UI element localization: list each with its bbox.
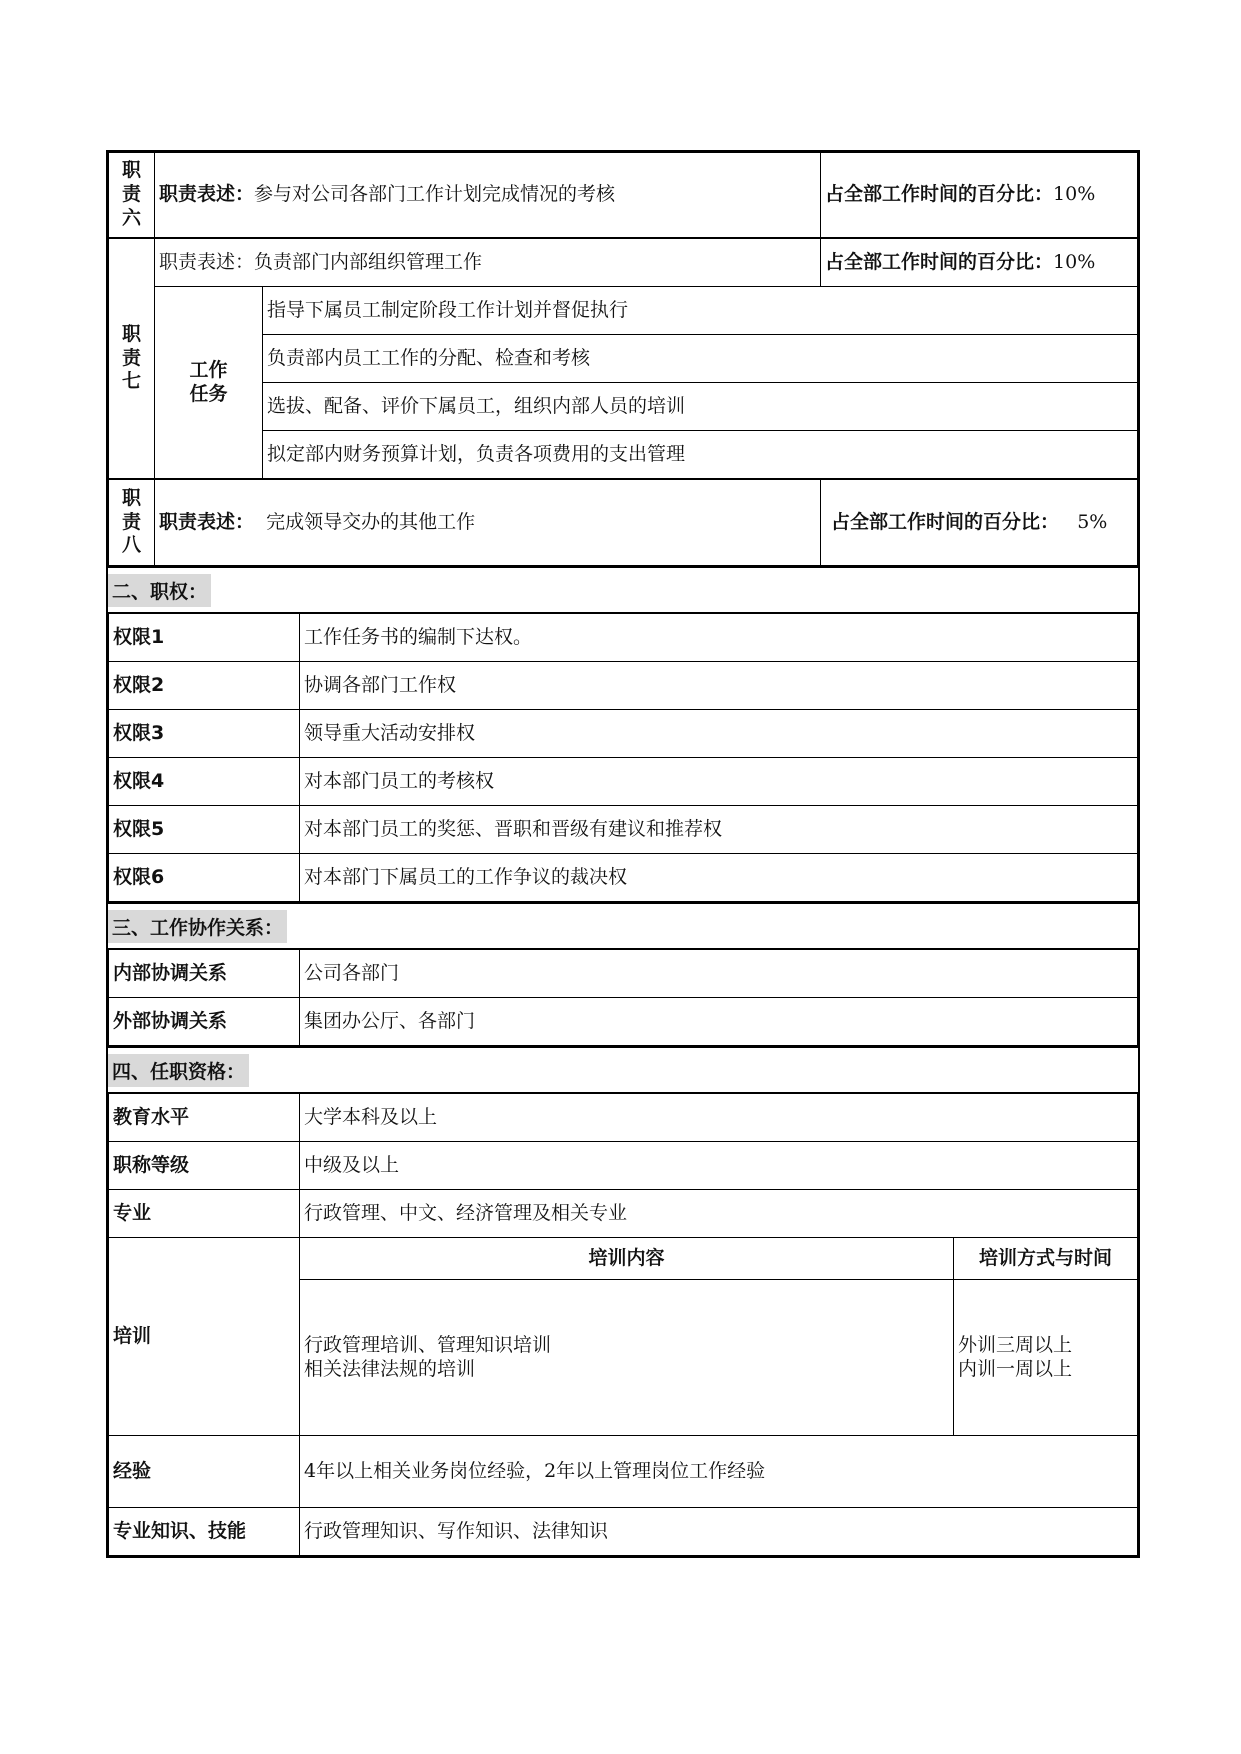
title-level-value: 中级及以上 [300, 1142, 1138, 1190]
education-value: 大学本科及以上 [300, 1094, 1138, 1142]
relation-row [109, 998, 1138, 1046]
section-qualifications-header [106, 1046, 1140, 1093]
duty-7-task: 指导下属员工制定阶段工作计划并督促执行 [263, 287, 1138, 335]
duty-7-task: 拟定部内财务预算计划，负责各项费用的支出管理 [263, 431, 1138, 479]
duty-6-block [106, 150, 1140, 238]
authority-label: 权限2 [109, 662, 300, 710]
section-qualifications-title: 四、任职资格： [108, 1054, 249, 1087]
relation-value: 集团办公厅、各部门 [300, 998, 1138, 1046]
authority-value: 对本部门员工的奖惩、晋职和晋级有建议和推荐权 [300, 806, 1138, 854]
authority-row [109, 710, 1138, 758]
skills-row [109, 1508, 1138, 1556]
authority-row [109, 758, 1138, 806]
education-label: 教育水平 [109, 1094, 300, 1142]
training-method: 外训三周以上 内训一周以上 [954, 1280, 1138, 1436]
duty-8-label: 职 责 八 [109, 480, 155, 566]
title-level-row [109, 1142, 1138, 1190]
major-value: 行政管理、中文、经济管理及相关专业 [300, 1190, 1138, 1238]
training-header-row [109, 1238, 1138, 1280]
training-method-header: 培训方式与时间 [954, 1238, 1138, 1280]
qualifications-table [106, 1093, 1140, 1558]
authority-row [109, 854, 1138, 902]
authority-table [106, 613, 1140, 902]
relation-label: 内部协调关系 [109, 950, 300, 998]
training-content: 行政管理培训、管理知识培训 相关法律法规的培训 [300, 1280, 954, 1436]
duty-7-label: 职 责 七 [109, 239, 155, 479]
skills-value: 行政管理知识、写作知识、法律知识 [300, 1508, 1138, 1556]
duty-8-block [106, 479, 1140, 566]
duty-7-task: 负责部内员工工作的分配、检查和考核 [263, 335, 1138, 383]
education-row [109, 1094, 1138, 1142]
duty-7-desc-text: 负责部门内部组织管理工作 [254, 250, 483, 273]
duty-6-label: 职 责 六 [109, 153, 155, 238]
authority-row [109, 806, 1138, 854]
experience-label: 经验 [109, 1436, 300, 1508]
job-description-page [106, 150, 1140, 1558]
authority-label: 权限3 [109, 710, 300, 758]
section-authority-title: 二、职权： [108, 574, 211, 607]
duty-7-block [106, 238, 1140, 479]
duty-6-desc-text: 参与对公司各部门工作计划完成情况的考核 [254, 183, 616, 206]
duty-7-description [155, 239, 821, 287]
duty-8-percent [821, 480, 1138, 566]
duty-7-task: 选拔、配备、评价下属员工，组织内部人员的培训 [263, 383, 1138, 431]
duty-8-percent-value: 5% [1077, 510, 1108, 533]
experience-value: 4年以上相关业务岗位经验，2年以上管理岗位工作经验 [300, 1436, 1138, 1508]
authority-value: 领导重大活动安排权 [300, 710, 1138, 758]
title-level-label: 职称等级 [109, 1142, 300, 1190]
relations-table [106, 949, 1140, 1046]
relation-label: 外部协调关系 [109, 998, 300, 1046]
duty-8-percent-label: 占全部工作时间的百分比： [831, 510, 1060, 533]
duty-7-percent-label: 占全部工作时间的百分比： [825, 250, 1054, 273]
section-relations-title: 三、工作协作关系： [108, 910, 287, 943]
training-content-header: 培训内容 [300, 1238, 954, 1280]
authority-label: 权限6 [109, 854, 300, 902]
duty-7-tasks-label: 工作 任务 [155, 287, 263, 479]
major-row [109, 1190, 1138, 1238]
training-label: 培训 [109, 1238, 300, 1436]
duty-6-description [155, 153, 821, 238]
duty-8-desc-label: 职责表述： [159, 510, 255, 533]
authority-row [109, 614, 1138, 662]
authority-value: 工作任务书的编制下达权。 [300, 614, 1138, 662]
authority-label: 权限5 [109, 806, 300, 854]
duty-7-percent-value: 10% [1053, 250, 1096, 273]
duty-6-desc-label: 职责表述： [159, 183, 255, 206]
relation-value: 公司各部门 [300, 950, 1138, 998]
major-label: 专业 [109, 1190, 300, 1238]
authority-value: 对本部门员工的考核权 [300, 758, 1138, 806]
authority-label: 权限4 [109, 758, 300, 806]
duty-6-percent [821, 153, 1138, 238]
duty-6-percent-value: 10% [1053, 183, 1096, 206]
skills-label: 专业知识、技能 [109, 1508, 300, 1556]
authority-value: 协调各部门工作权 [300, 662, 1138, 710]
section-relations-header [106, 902, 1140, 949]
authority-label: 权限1 [109, 614, 300, 662]
duty-7-percent [821, 239, 1138, 287]
duty-8-description [155, 480, 821, 566]
authority-row [109, 662, 1138, 710]
experience-row [109, 1436, 1138, 1508]
section-authority-header [106, 566, 1140, 613]
duty-6-percent-label: 占全部工作时间的百分比： [825, 183, 1054, 206]
duty-7-desc-label: 职责表述： [159, 250, 255, 273]
authority-value: 对本部门下属员工的工作争议的裁决权 [300, 854, 1138, 902]
relation-row [109, 950, 1138, 998]
duty-8-desc-text: 完成领导交办的其他工作 [266, 510, 476, 533]
